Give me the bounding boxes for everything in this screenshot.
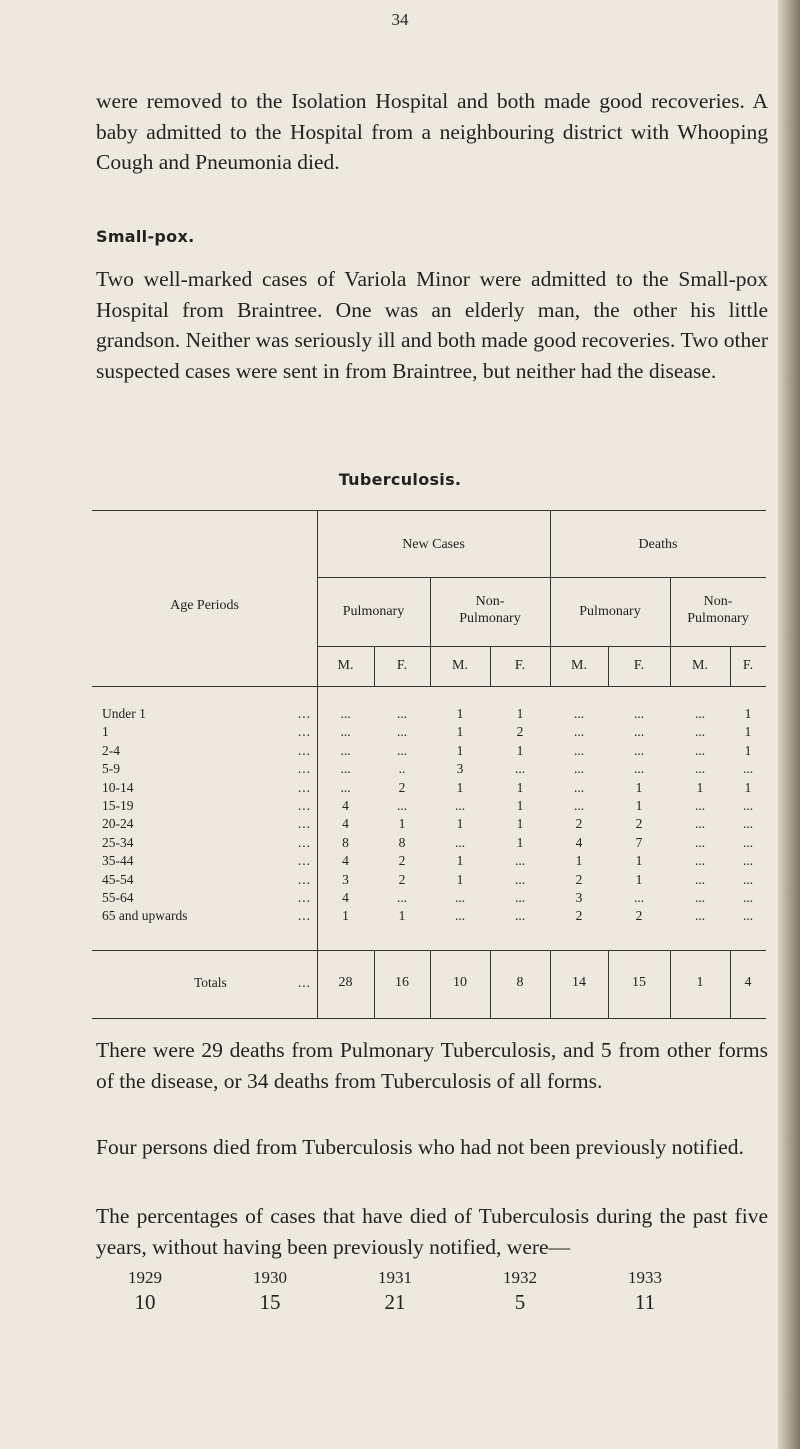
table-cell: 4 xyxy=(342,816,349,832)
table-cell: 1 xyxy=(635,798,643,813)
age-period-label: 25-34 xyxy=(102,834,134,850)
table-cell: .. xyxy=(398,761,406,777)
age-period-label: 55-64 xyxy=(102,890,134,905)
deaths-non-pulmonary-header-1: Non- xyxy=(703,594,733,609)
table-cell: ... xyxy=(573,798,585,813)
totals-cell: 4 xyxy=(744,975,752,990)
table-cell: 4 xyxy=(342,853,349,869)
table-cell: ... xyxy=(694,908,706,924)
table-cell: ... xyxy=(514,761,526,777)
table-cell: 1 xyxy=(635,779,643,795)
percentage-value: 15 xyxy=(259,1290,281,1314)
table-totals-rule xyxy=(92,950,766,951)
leader-dots: ... xyxy=(297,779,311,795)
leader-dots: ... xyxy=(297,890,311,905)
percentage-year: 1933 xyxy=(628,1268,662,1287)
age-period-label: 35-44 xyxy=(102,853,134,869)
totals-cell: 1 xyxy=(696,975,704,990)
table-cell: ... xyxy=(694,706,706,721)
deaths-header: Deaths xyxy=(638,537,678,552)
age-period-label: 5-9 xyxy=(102,761,120,777)
table-cell: 4 xyxy=(575,834,583,850)
table-cell: 2 xyxy=(575,908,583,924)
leader-dots: ... xyxy=(297,724,311,740)
table-cell: 1 xyxy=(744,706,752,721)
table-cell: ... xyxy=(694,742,706,758)
table-cell: 1 xyxy=(516,798,524,813)
percentage-value: 21 xyxy=(384,1290,406,1314)
table-cell: ... xyxy=(340,761,351,777)
table-subgroup-rule xyxy=(317,646,766,647)
table-cell: 2 xyxy=(398,871,406,887)
table-cell: 1 xyxy=(456,779,464,795)
table-cell: ... xyxy=(573,724,585,740)
percentage-year: 1929 xyxy=(128,1268,162,1287)
tuberculosis-table xyxy=(92,510,766,1020)
intro-paragraph: were removed to the Isolation Hospital and both made good recoveries. A baby admitted to the Hospital from a neighbouring district with Whooping Cough and Pneumonia died. xyxy=(96,89,768,174)
age-period-label: Under 1 xyxy=(102,706,146,721)
sex-header-2: M. xyxy=(452,658,468,673)
table-cell: ... xyxy=(514,890,526,905)
table-cell: 1 xyxy=(744,779,752,795)
table-cell: 1 xyxy=(575,853,583,869)
leader-dots: ... xyxy=(297,908,311,924)
table-cell: 1 xyxy=(516,706,524,721)
leader-dots: ... xyxy=(297,975,311,990)
totals-cell: 15 xyxy=(632,975,646,990)
table-cell: 1 xyxy=(635,871,643,887)
sex-header-1: F. xyxy=(396,658,408,673)
table-cell: 7 xyxy=(635,834,643,850)
table-cell: ... xyxy=(742,761,754,777)
table-cell: ... xyxy=(742,890,754,905)
table-cell: ... xyxy=(694,834,706,850)
table-cell: ... xyxy=(573,779,585,795)
leader-dots: ... xyxy=(297,871,311,887)
totals-cell: 10 xyxy=(453,975,467,990)
percentage-year: 1931 xyxy=(378,1268,412,1287)
table-cell: ... xyxy=(514,871,526,887)
age-period-label: 65 and upwards xyxy=(102,908,188,924)
sex-header-7: F. xyxy=(742,658,754,673)
table-cell: 2 xyxy=(516,724,524,740)
table-cell: ... xyxy=(454,908,466,924)
table-cell: 2 xyxy=(635,816,643,832)
age-period-label: 20-24 xyxy=(102,816,134,832)
table-cell: 1 xyxy=(744,742,752,758)
table-cell: ... xyxy=(454,834,466,850)
sex-header-4: M. xyxy=(571,658,587,673)
table-cell: 1 xyxy=(516,779,524,795)
new-non-pulmonary-header-1: Non- xyxy=(475,594,505,609)
percentage-value: 10 xyxy=(134,1290,156,1314)
table-cell: ... xyxy=(340,706,351,721)
new-cases-header: New Cases xyxy=(402,537,465,552)
totals-cell: 14 xyxy=(572,975,586,990)
age-period-label: 2-4 xyxy=(102,742,120,758)
table-cell: ... xyxy=(742,908,754,924)
table-cell: 1 xyxy=(456,853,464,869)
totals-cell: 8 xyxy=(516,975,524,990)
totals-cell: 28 xyxy=(338,975,353,990)
tb-percentages-paragraph: The percentages of cases that have died of Tuberculosis during the past five years, without having been previously notified, were— xyxy=(96,1204,768,1259)
table-cell: ... xyxy=(633,761,645,777)
leader-dots: ... xyxy=(297,834,311,850)
age-period-label: 1 xyxy=(102,724,109,740)
table-cell: 2 xyxy=(635,908,643,924)
leader-dots: ... xyxy=(297,798,311,813)
table-cell: 8 xyxy=(398,834,406,850)
table-top-rule xyxy=(92,510,766,511)
table-cell: ... xyxy=(396,798,408,813)
table-cell: ... xyxy=(514,908,526,924)
table-cell: ... xyxy=(573,761,585,777)
table-cell: 1 xyxy=(456,706,464,721)
table-cell: ... xyxy=(694,816,706,832)
page-number: 34 xyxy=(391,10,409,29)
age-period-label: 45-54 xyxy=(102,871,134,887)
age-period-label: 15-19 xyxy=(102,798,134,813)
table-cell: ... xyxy=(396,742,408,758)
totals-cell: 16 xyxy=(395,975,409,990)
table-cell: ... xyxy=(514,853,526,869)
table-cell: 1 xyxy=(456,724,464,740)
table-cell: 2 xyxy=(398,779,406,795)
table-cell: ... xyxy=(742,853,754,869)
table-cell: 1 xyxy=(398,908,406,924)
totals-label: Totals xyxy=(194,975,227,990)
table-bottom-rule xyxy=(92,1018,766,1019)
table-cell: 1 xyxy=(635,853,643,869)
leader-dots: ... xyxy=(297,761,311,777)
age-period-label: 10-14 xyxy=(102,779,134,795)
percentage-value: 5 xyxy=(514,1290,526,1314)
table-cell: 3 xyxy=(342,871,349,887)
table-cell: 3 xyxy=(456,761,464,777)
table-cell: 4 xyxy=(342,890,349,905)
leader-dots: ... xyxy=(297,706,311,721)
sex-header-3: F. xyxy=(514,658,526,673)
leader-dots: ... xyxy=(297,853,311,869)
table-cell: 4 xyxy=(342,798,349,813)
table-cell: ... xyxy=(573,706,585,721)
table-cell: ... xyxy=(633,742,645,758)
table-cell: 1 xyxy=(744,724,752,740)
table-cell: ... xyxy=(742,871,754,887)
table-cell: ... xyxy=(633,706,645,721)
table-cell: ... xyxy=(454,890,466,905)
table-cell: 2 xyxy=(575,871,583,887)
table-cell: 1 xyxy=(696,779,704,795)
table-cell: ... xyxy=(396,890,408,905)
table-cell: ... xyxy=(633,724,645,740)
table-cell: ... xyxy=(694,761,706,777)
deaths-pulmonary-header: Pulmonary xyxy=(579,604,641,619)
smallpox-paragraph: Two well-marked cases of Variola Minor were admitted to the Small-pox Hospital from Braintree. One was an elderly man, the other his little grandson. Neither was seriously ill and both made good recoveries. Two other suspected cases were sent in from Braintree, but neither had the disease. xyxy=(96,267,768,383)
new-pulmonary-header: Pulmonary xyxy=(342,604,405,619)
table-cell: ... xyxy=(742,798,754,813)
table-cell: ... xyxy=(633,890,645,905)
table-group-rule xyxy=(317,577,766,578)
table-cell: 8 xyxy=(342,834,349,850)
table-cell: 1 xyxy=(516,816,524,832)
table-cell: ... xyxy=(454,798,466,813)
table-cell: 1 xyxy=(456,816,464,832)
percentage-year: 1932 xyxy=(503,1268,537,1287)
table-cell: ... xyxy=(340,724,351,740)
sex-header-6: M. xyxy=(692,658,708,673)
sex-header-5: F. xyxy=(633,658,645,673)
table-cell: ... xyxy=(396,724,408,740)
table-cell: 1 xyxy=(342,908,349,924)
leader-dots: ... xyxy=(297,742,311,758)
tuberculosis-heading: Tuberculosis. xyxy=(338,470,462,489)
table-cell: ... xyxy=(340,779,351,795)
table-header-bottom-rule xyxy=(92,686,766,687)
table-cell: 1 xyxy=(456,742,464,758)
age-periods-header: Age Periods xyxy=(170,598,239,613)
percentage-value: 11 xyxy=(634,1290,656,1314)
sex-header-0: M. xyxy=(337,658,354,673)
table-cell: ... xyxy=(742,816,754,832)
table-cell: 1 xyxy=(456,871,464,887)
leader-dots: ... xyxy=(297,816,311,832)
table-cell: 1 xyxy=(516,742,524,758)
table-cell: 1 xyxy=(398,816,406,832)
table-cell: 1 xyxy=(516,834,524,850)
table-cell: ... xyxy=(694,798,706,813)
table-cell: ... xyxy=(340,742,351,758)
table-cell: 3 xyxy=(575,890,583,905)
tb-deaths-paragraph: There were 29 deaths from Pulmonary Tuberculosis, and 5 from other forms of the disease, or 34 deaths from Tuberculosis of all forms. xyxy=(96,1038,768,1093)
table-cell: ... xyxy=(742,834,754,850)
table-cell: ... xyxy=(694,871,706,887)
table-cell: 2 xyxy=(398,853,406,869)
percentage-year: 1930 xyxy=(253,1268,287,1287)
table-cell: ... xyxy=(694,724,706,740)
smallpox-heading: Small-pox. xyxy=(96,227,195,246)
table-cell: ... xyxy=(694,890,706,905)
table-cell: 2 xyxy=(575,816,583,832)
page-edge-shadow xyxy=(778,0,800,1449)
table-cell: ... xyxy=(573,742,585,758)
table-cell: ... xyxy=(396,706,408,721)
table-cell: ... xyxy=(694,853,706,869)
tb-not-notified-paragraph: Four persons died from Tuberculosis who had not been previously notified. xyxy=(96,1135,744,1159)
new-non-pulmonary-header-2: Pulmonary xyxy=(459,611,521,626)
deaths-non-pulmonary-header-2: Pulmonary xyxy=(687,611,749,626)
